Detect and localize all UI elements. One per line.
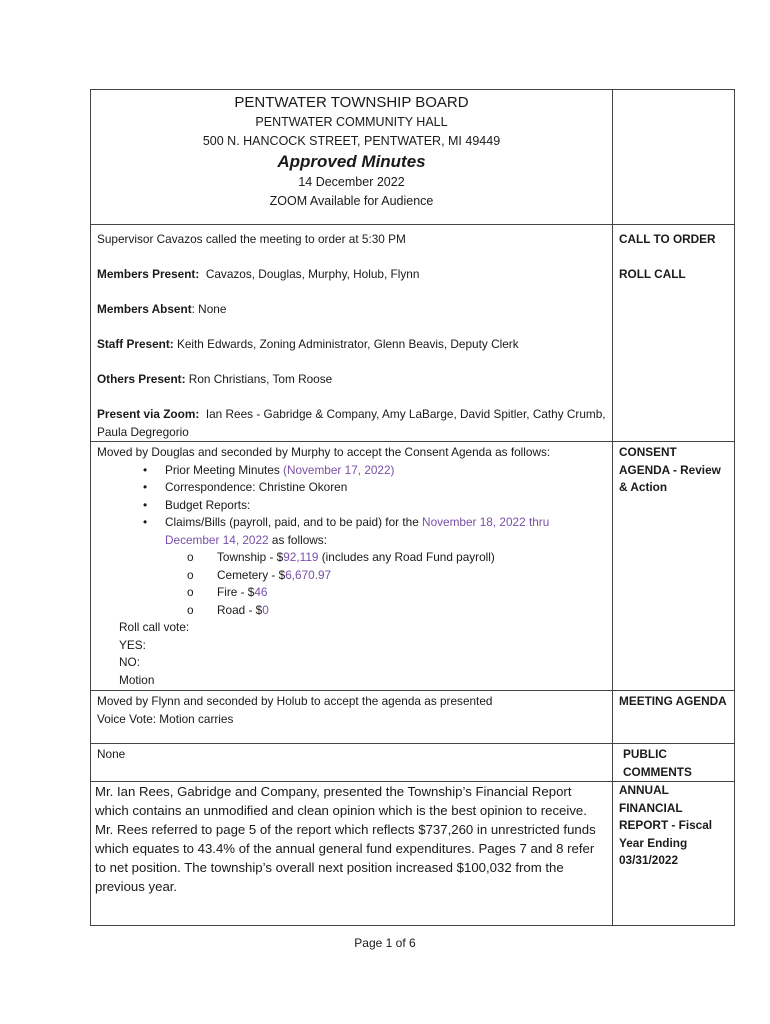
members-absent: Members Absent: None: [97, 302, 227, 316]
public-cell: [91, 744, 613, 782]
list-item: o Fire - $46: [187, 585, 268, 599]
vote-motion: Motion: [119, 672, 155, 687]
others-present: Others Present: Ron Christians, Tom Roose: [97, 372, 333, 386]
audit-side-cell: [613, 782, 735, 926]
audit-row: [91, 782, 735, 926]
hall-name: PENTWATER COMMUNITY HALL: [255, 115, 448, 129]
agenda-side-cell: [613, 691, 735, 744]
call-to-order-label: CALL TO ORDER: [619, 232, 716, 246]
page-number: Page 1 of 6: [354, 936, 416, 950]
vote-no: NO:: [119, 655, 140, 669]
annual-report-label: ANNUAL FINANCIAL REPORT - Fiscal Year Ending 03/31/2022: [619, 783, 713, 867]
header-cell: [91, 90, 613, 225]
list-item: o Township - $92,119 (includes any Road Fund payroll): [187, 550, 495, 564]
zoom-notice: ZOOM Available for Audience: [269, 194, 434, 208]
list-item: • Correspondence: Christine Okoren: [143, 480, 348, 494]
claims-date-link[interactable]: November 18, 2022 thru December 14, 2022: [165, 515, 550, 547]
roll-call-row: [91, 225, 735, 442]
list-item: • Budget Reports:: [143, 497, 251, 512]
public-comments-label: PUBLIC COMMENTS: [623, 747, 692, 779]
list-item: o Cemetery - $6,670.97: [187, 567, 332, 582]
members-present: Members Present: Cavazos, Douglas, Murphy, Holub, Flynn: [97, 267, 420, 281]
public-side-cell: [613, 744, 735, 782]
hall-address: 500 N. HANCOCK STREET, PENTWATER, MI 49449: [202, 134, 501, 148]
consent-list: [97, 462, 606, 620]
consent-label: CONSENT AGENDA - Review & Action: [619, 445, 721, 494]
audit-paragraph-2: Mr. Rees referred to page 5 of the report which reflects $737,260 in unrestricted funds which equates to 43.4% of the annual general fund expenditures. Pages 7 and 8 refer to net position. The township’s overall next position increased $100,032 from the previous year.: [95, 822, 596, 894]
consent-side-cell: [613, 442, 735, 691]
meeting-agenda-label: MEETING AGENDA: [619, 694, 727, 708]
consent-cell: [91, 442, 613, 691]
meeting-date: 14 December 2022: [298, 175, 405, 189]
document-title: Approved Minutes: [277, 152, 426, 171]
agenda-row: [91, 691, 735, 744]
minutes-date-link[interactable]: (November 17, 2022): [283, 462, 395, 477]
audit-cell: [91, 782, 613, 926]
list-item: o Road - $0: [187, 602, 269, 617]
header-row: [91, 90, 735, 225]
roll-call-side-cell: [613, 225, 735, 442]
public-row: [91, 744, 735, 782]
claims-sublist: [165, 549, 606, 619]
call-to-order-text: Supervisor Cavazos called the meeting to order at 5:30 PM: [97, 232, 406, 246]
staff-present: Staff Present: Keith Edwards, Zoning Administrator, Glenn Beavis, Deputy Clerk: [97, 337, 519, 351]
roll-call-label: ROLL CALL: [619, 267, 686, 281]
roll-call-cell: [91, 225, 613, 442]
minutes-table: [90, 89, 735, 926]
agenda-cell: [91, 691, 613, 744]
present-via-zoom: Present via Zoom: Ian Rees - Gabridge & Company, Amy LaBarge, David Spitler, Cathy Crumb, Paula Degregorio: [97, 407, 606, 439]
vote-yes: YES:: [119, 637, 146, 652]
roll-call-vote: Roll call vote:: [119, 620, 190, 634]
consent-row: [91, 442, 735, 691]
list-item: • Prior Meeting Minutes (November 17, 2022): [143, 462, 395, 477]
agenda-motion: Moved by Flynn and seconded by Holub to accept the agenda as presented: [97, 694, 493, 708]
header-side-cell: [613, 90, 735, 225]
agenda-vote: Voice Vote: Motion carries: [97, 711, 234, 726]
board-name: PENTWATER TOWNSHIP BOARD: [234, 94, 469, 111]
consent-intro: Moved by Douglas and seconded by Murphy to accept the Consent Agenda as follows:: [97, 445, 551, 459]
list-item: • Claims/Bills (payroll, paid, and to be paid) for the November 18, 2022 thru December 14, 2022 as follows: o Township - $92,119 (includes any Road Fund payroll) o Cemetery - $6,670.97 o Fire - $46 o Road - $0: [159, 514, 606, 619]
public-comments-text: None: [97, 747, 126, 761]
audit-paragraph-1: Mr. Ian Rees, Gabridge and Company, presented the Township’s Financial Report which contains an unmodified and clean opinion which is the best opinion to receive.: [95, 784, 587, 818]
